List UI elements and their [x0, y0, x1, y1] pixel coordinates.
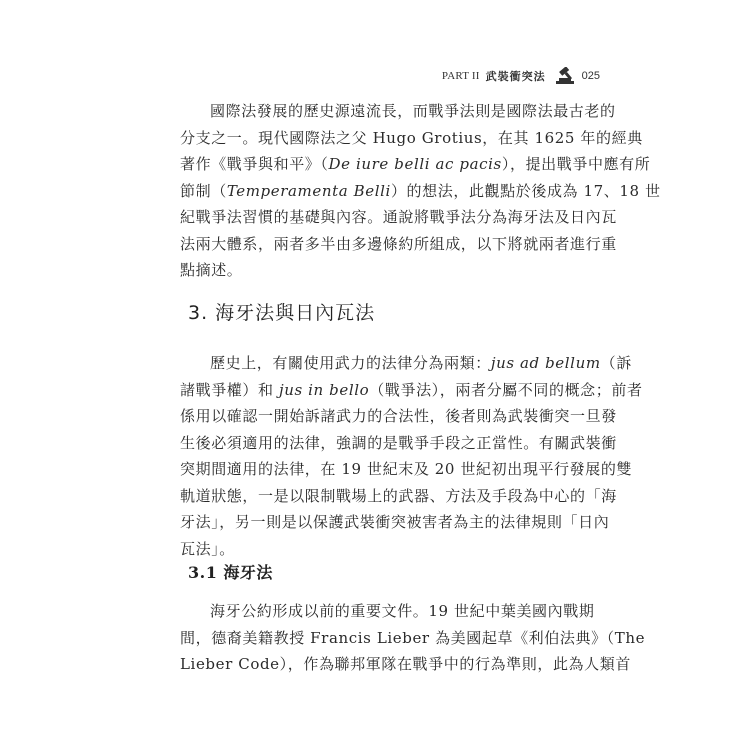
text-line: 間，德裔美籍教授 Francis Lieber 為美國起草《利伯法典》（The: [180, 628, 646, 647]
section-heading-3-1: 3.1 海牙法: [188, 563, 273, 582]
paragraph-intro: [180, 98, 661, 284]
chapter-title: 武裝衝突法: [485, 70, 546, 83]
text-line: 法兩大體系，兩者多半由多邊條約所組成，以下將就兩者進行重: [180, 234, 617, 253]
text-line: 係用以確認一開始訴諸武力的合法性，後者則為武裝衝突一旦發: [180, 407, 617, 425]
text-line: 著作《戰爭與和平》（De iure belli ac pacis），提出戰爭中應有所: [180, 155, 651, 173]
section-heading-3: 3. 海牙法與日內瓦法: [188, 302, 376, 324]
italic-term: De iure belli ac pacis: [328, 155, 502, 173]
text-line: Lieber Code），作為聯邦軍隊在戰爭中的行為準則，此為人類首: [180, 655, 631, 673]
paragraph-hague: [180, 598, 646, 678]
text-line: 分支之一。現代國際法之父 Hugo Grotius，在其 1625 年的經典: [180, 128, 643, 147]
part-label: PART II: [441, 70, 480, 82]
text-line: 牙法」，另一則是以保護武裝衝突被害者為主的法律規則「日內: [180, 513, 610, 531]
text-line: 歷史上，有關使用武力的法律分為兩類：jus ad bellum（訴: [210, 354, 632, 372]
text-line: 節制（Temperamenta Belli）的想法，此觀點於後成為 17、18 世: [180, 181, 661, 200]
text-line: 生後必須適用的法律，強調的是戰爭手段之正當性。有關武裝衝: [180, 433, 617, 452]
paragraph-history: [180, 350, 643, 562]
text-line: 國際法發展的歷史源遠流長，而戰爭法則是國際法最古老的: [210, 102, 616, 120]
text-line: 點摘述。: [180, 261, 243, 279]
text-line: 紀戰爭法習慣的基礎與內容。通說將戰爭法分為海牙法及日內瓦: [180, 208, 617, 226]
text-line: 軌道狀態，一是以限制戰場上的武器、方法及手段為中心的「海: [180, 486, 617, 505]
text-line: 瓦法」。: [180, 539, 235, 558]
italic-term: Temperamenta Belli: [226, 181, 391, 200]
italic-term: jus in bello: [278, 380, 370, 399]
gavel-icon: [554, 67, 576, 85]
running-header: [442, 67, 600, 85]
italic-term: jus ad bellum: [490, 354, 601, 372]
text-line: 諸戰爭權）和 jus in bello（戰爭法），兩者分屬不同的概念；前者: [180, 380, 643, 399]
page-number: 025: [581, 70, 600, 82]
text-line: 海牙公約形成以前的重要文件。19 世紀中葉美國內戰期: [210, 602, 595, 620]
text-line: 突期間適用的法律，在 19 世紀末及 20 世紀初出現平行發展的雙: [180, 460, 633, 478]
